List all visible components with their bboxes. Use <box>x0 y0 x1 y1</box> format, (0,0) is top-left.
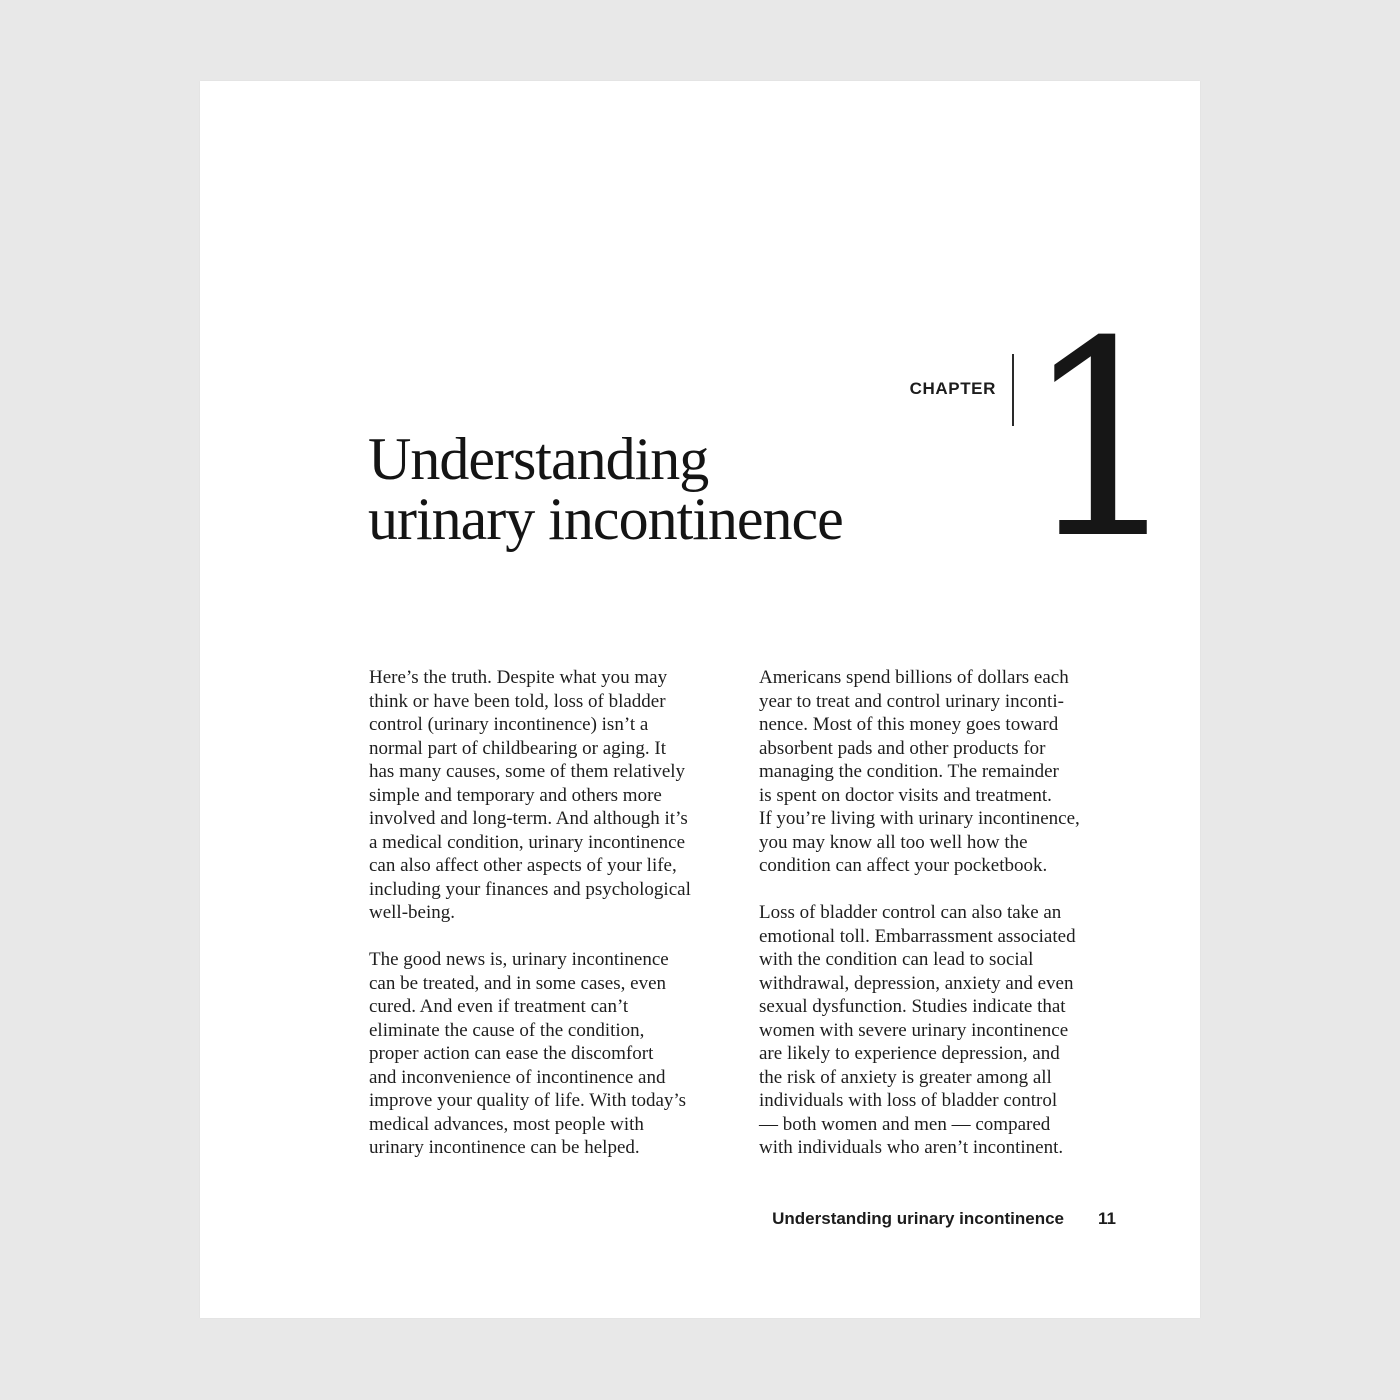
page-number: 11 <box>1098 1209 1116 1228</box>
body-line: control (urinary incontinence) isn’t a <box>369 714 649 735</box>
body-line: withdrawal, depression, anxiety and even <box>759 972 1074 994</box>
chapter-title-line-1: Understanding <box>368 426 709 492</box>
chapter-title <box>368 426 968 552</box>
chapter-divider <box>1012 354 1014 426</box>
body-paragraph <box>759 666 1119 878</box>
body-line: nence. Most of this money goes toward <box>759 714 1059 735</box>
body-line: involved and long-term. And although it’s <box>369 808 688 829</box>
body-line: managing the condition. The remainder <box>759 761 1059 782</box>
body-line: with individuals who aren’t incontinent. <box>759 1137 1064 1158</box>
body-line: and inconvenience of incontinence and <box>369 1066 666 1088</box>
body-line: If you’re living with urinary incontinence, <box>759 808 1080 829</box>
body-column-right <box>759 666 1119 1183</box>
body-line: the risk of anxiety is greater among all <box>759 1066 1052 1088</box>
running-footer-title: Understanding urinary incontinence <box>772 1209 1064 1228</box>
body-line: including your finances and psychological <box>369 878 691 900</box>
body-line: year to treat and control urinary inconti- <box>759 690 1064 712</box>
body-line: simple and temporary and others more <box>369 784 662 806</box>
body-paragraph <box>369 666 729 925</box>
body-line: The good news is, urinary incontinence <box>369 949 669 970</box>
body-line: well-being. <box>369 902 456 923</box>
body-line: condition can affect your pocketbook. <box>759 855 1048 876</box>
body-line: improve your quality of life. With today’s <box>369 1090 687 1111</box>
body-line: can be treated, and in some cases, even <box>369 972 667 994</box>
body-line: — both women and men — compared <box>759 1113 1051 1135</box>
body-line: cured. And even if treatment can’t <box>369 996 629 1017</box>
body-line: think or have been told, loss of bladder <box>369 690 666 712</box>
body-line: has many causes, some of them relatively <box>369 761 686 782</box>
body-line: sexual dysfunction. Studies indicate that <box>759 996 1066 1017</box>
chapter-number: 1 <box>1024 283 1183 598</box>
body-line: Americans spend billions of dollars each <box>759 667 1069 688</box>
body-line: emotional toll. Embarrassment associated <box>759 925 1076 947</box>
body-line: can also affect other aspects of your life, <box>369 855 677 876</box>
body-line: a medical condition, urinary incontinence <box>369 831 686 853</box>
body-line: Loss of bladder control can also take an <box>759 902 1062 923</box>
body-line: women with severe urinary incontinence <box>759 1019 1069 1041</box>
chapter-title-line-2: urinary incontinence <box>368 486 843 552</box>
body-line: you may know all too well how the <box>759 831 1028 853</box>
body-column-left <box>369 666 729 1183</box>
chapter-label: CHAPTER <box>909 379 996 398</box>
body-line: Here’s the truth. Despite what you may <box>369 667 668 688</box>
body-line: absorbent pads and other products for <box>759 737 1046 759</box>
body-paragraph <box>759 901 1119 1160</box>
body-line: proper action can ease the discomfort <box>369 1043 654 1064</box>
body-line: with the condition can lead to social <box>759 949 1034 970</box>
body-line: eliminate the cause of the condition, <box>369 1019 645 1041</box>
body-line: individuals with loss of bladder control <box>759 1090 1058 1111</box>
body-line: is spent on doctor visits and treatment. <box>759 784 1052 806</box>
body-line: medical advances, most people with <box>369 1113 644 1135</box>
body-line: urinary incontinence can be helped. <box>369 1137 640 1158</box>
body-line: normal part of childbearing or aging. It <box>369 737 667 759</box>
body-line: are likely to experience depression, and <box>759 1043 1060 1064</box>
body-paragraph <box>369 948 729 1160</box>
book-page <box>200 81 1200 1318</box>
